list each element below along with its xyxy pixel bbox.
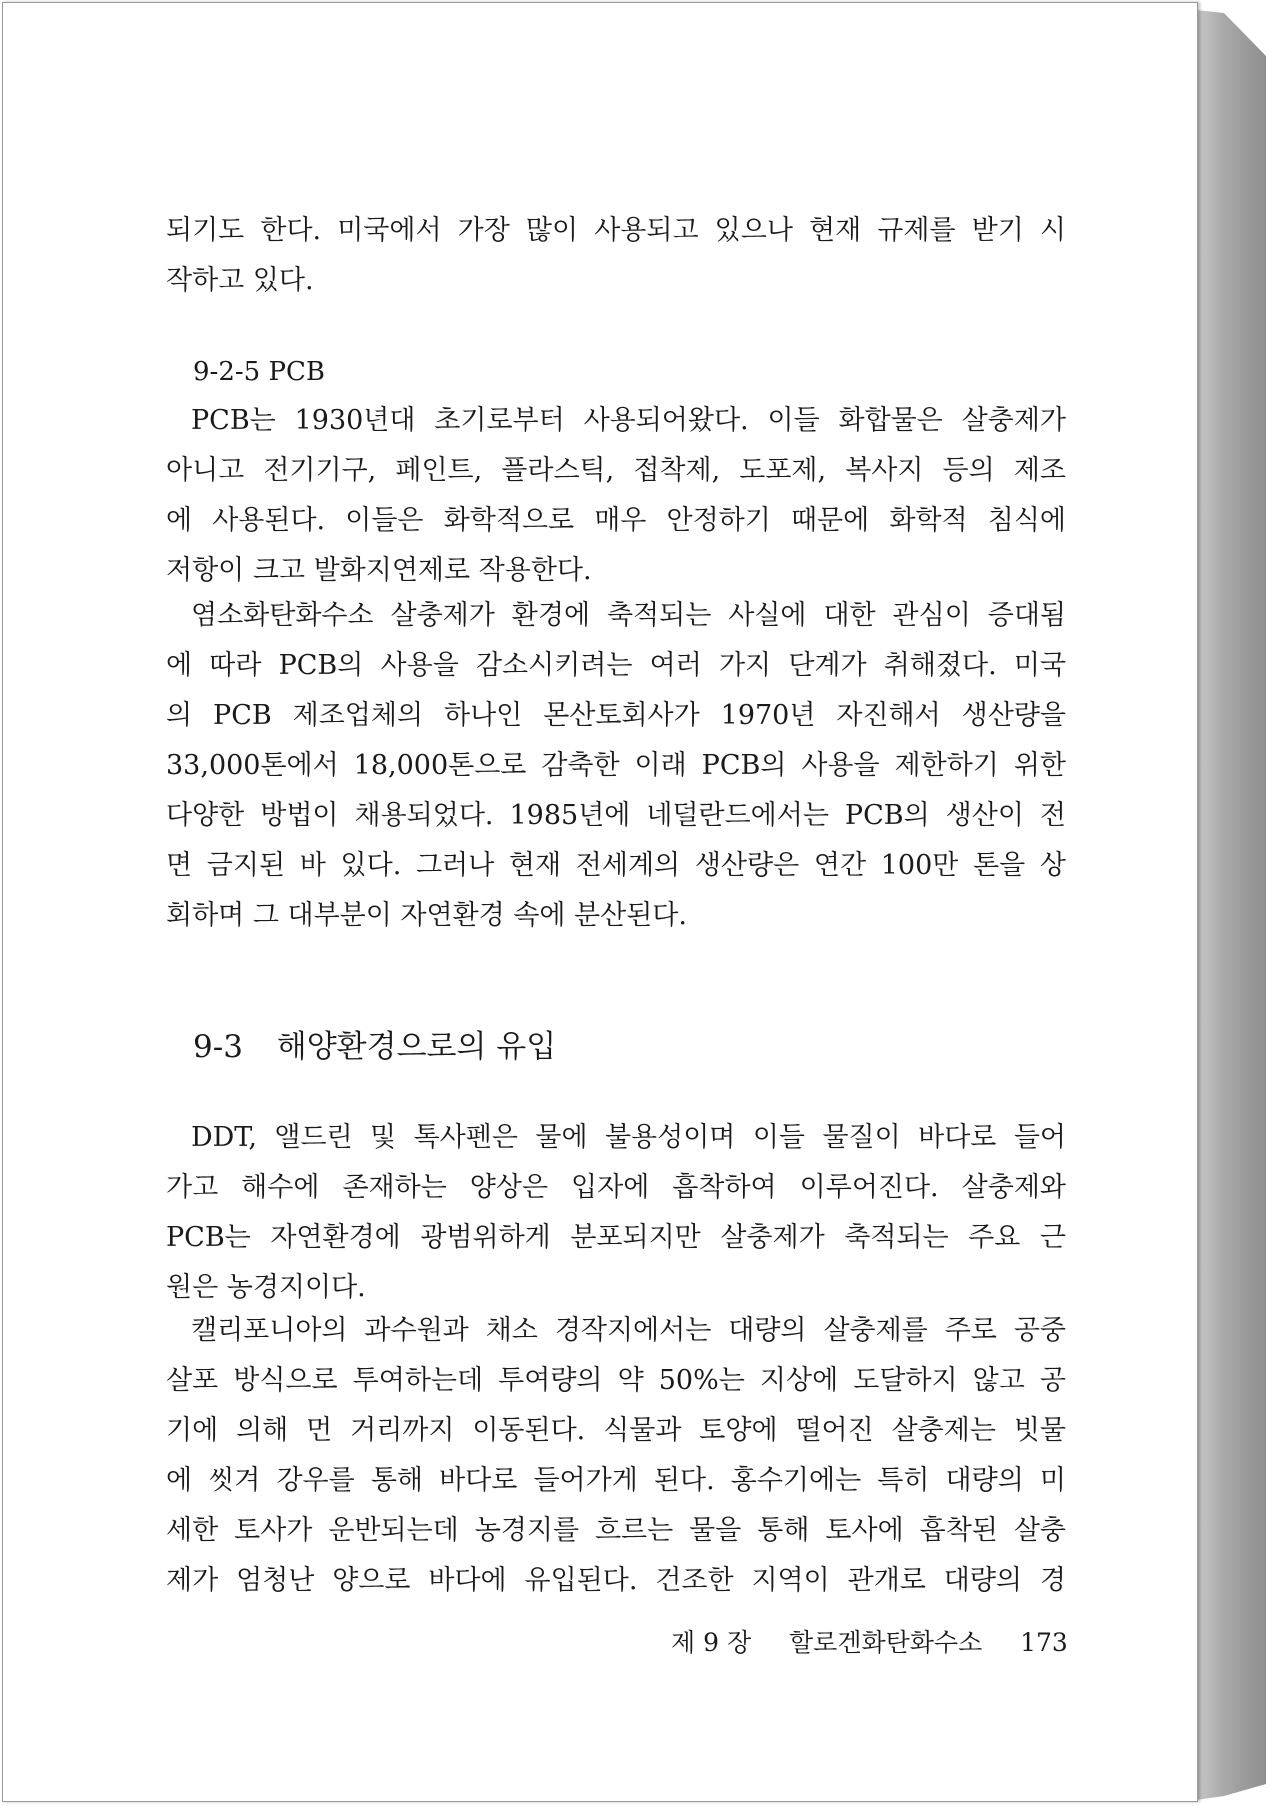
text-line: 작하고 있다. — [166, 265, 314, 296]
subsection-number: 9-2-5 — [193, 357, 261, 387]
text-line: 에 씻겨 강우를 통해 바다로 들어가게 된다. 홍수기에는 특히 대량의 미 — [166, 1465, 1066, 1496]
text-line: DDT, 앨드린 및 톡사펜은 물에 불용성이며 이들 물질이 바다로 들어 — [191, 1122, 1066, 1153]
text-line: 아니고 전기기구, 페인트, 플라스틱, 접착제, 도포제, 복사지 등의 제조 — [166, 455, 1066, 486]
text-line: 33,000톤에서 18,000톤으로 감축한 이래 PCB의 사용을 제한하기 위한 — [166, 750, 1066, 781]
page-footer — [671, 1623, 1068, 1659]
text-line: 되기도 한다. 미국에서 가장 많이 사용되고 있으나 현재 규제를 받기 시 — [166, 215, 1066, 246]
section-heading — [193, 1021, 556, 1066]
subsection-heading — [193, 357, 325, 387]
text-line: 에 따라 PCB의 사용을 감소시키려는 여러 가지 단계가 취해졌다. 미국 — [166, 650, 1066, 681]
text-line: 면 금지된 바 있다. 그러나 현재 전세계의 생산량은 연간 100만 톤을 상 — [166, 850, 1066, 881]
text-line: 염소화탄화수소 살충제가 환경에 축적되는 사실에 대한 관심이 증대됨 — [191, 600, 1066, 631]
subsection-title: PCB — [268, 357, 325, 387]
section-number: 9-3 — [193, 1029, 243, 1065]
text-line: 제가 엄청난 양으로 바다에 유입된다. 건조한 지역이 관개로 대량의 경 — [166, 1565, 1066, 1596]
text-line: 가고 해수에 존재하는 양상은 입자에 흡착하여 이루어진다. 살충제와 — [166, 1172, 1066, 1203]
text-line: 기에 의해 먼 거리까지 이동된다. 식물과 토양에 떨어진 살충제는 빗물 — [166, 1415, 1066, 1446]
chapter-title: 할로겐화탄화수소 — [789, 1628, 983, 1657]
text-line: 회하며 그 대부분이 자연환경 속에 분산된다. — [166, 900, 687, 931]
page-number: 173 — [1020, 1628, 1068, 1657]
text-line: 의 PCB 제조업체의 하나인 몬산토회사가 1970년 자진해서 생산량을 — [166, 700, 1066, 731]
text-line: 에 사용된다. 이들은 화학적으로 매우 안정하기 때문에 화학적 침식에 — [166, 505, 1066, 536]
chapter-label: 제 9 장 — [671, 1628, 752, 1657]
text-line: PCB는 자연환경에 광범위하게 분포되지만 살충제가 축적되는 주요 근 — [166, 1222, 1066, 1253]
text-line: PCB는 1930년대 초기로부터 사용되어왔다. 이들 화합물은 살충제가 — [191, 405, 1066, 436]
book-edge — [1196, 10, 1266, 1800]
text-line: 원은 농경지이다. — [166, 1272, 366, 1303]
text-line: 살포 방식으로 투여하는데 투여량의 약 50%는 지상에 도달하지 않고 공 — [166, 1365, 1066, 1396]
page — [2, 2, 1198, 1802]
text-line: 다양한 방법이 채용되었다. 1985년에 네덜란드에서는 PCB의 생산이 전 — [166, 800, 1066, 831]
text-line: 캘리포니아의 과수원과 채소 경작지에서는 대량의 살충제를 주로 공중 — [191, 1315, 1066, 1346]
section-title: 해양환경으로의 유입 — [276, 1029, 557, 1065]
text-line: 세한 토사가 운반되는데 농경지를 흐르는 물을 통해 토사에 흡착된 살충 — [166, 1515, 1066, 1546]
text-line: 저항이 크고 발화지연제로 작용한다. — [166, 555, 592, 586]
